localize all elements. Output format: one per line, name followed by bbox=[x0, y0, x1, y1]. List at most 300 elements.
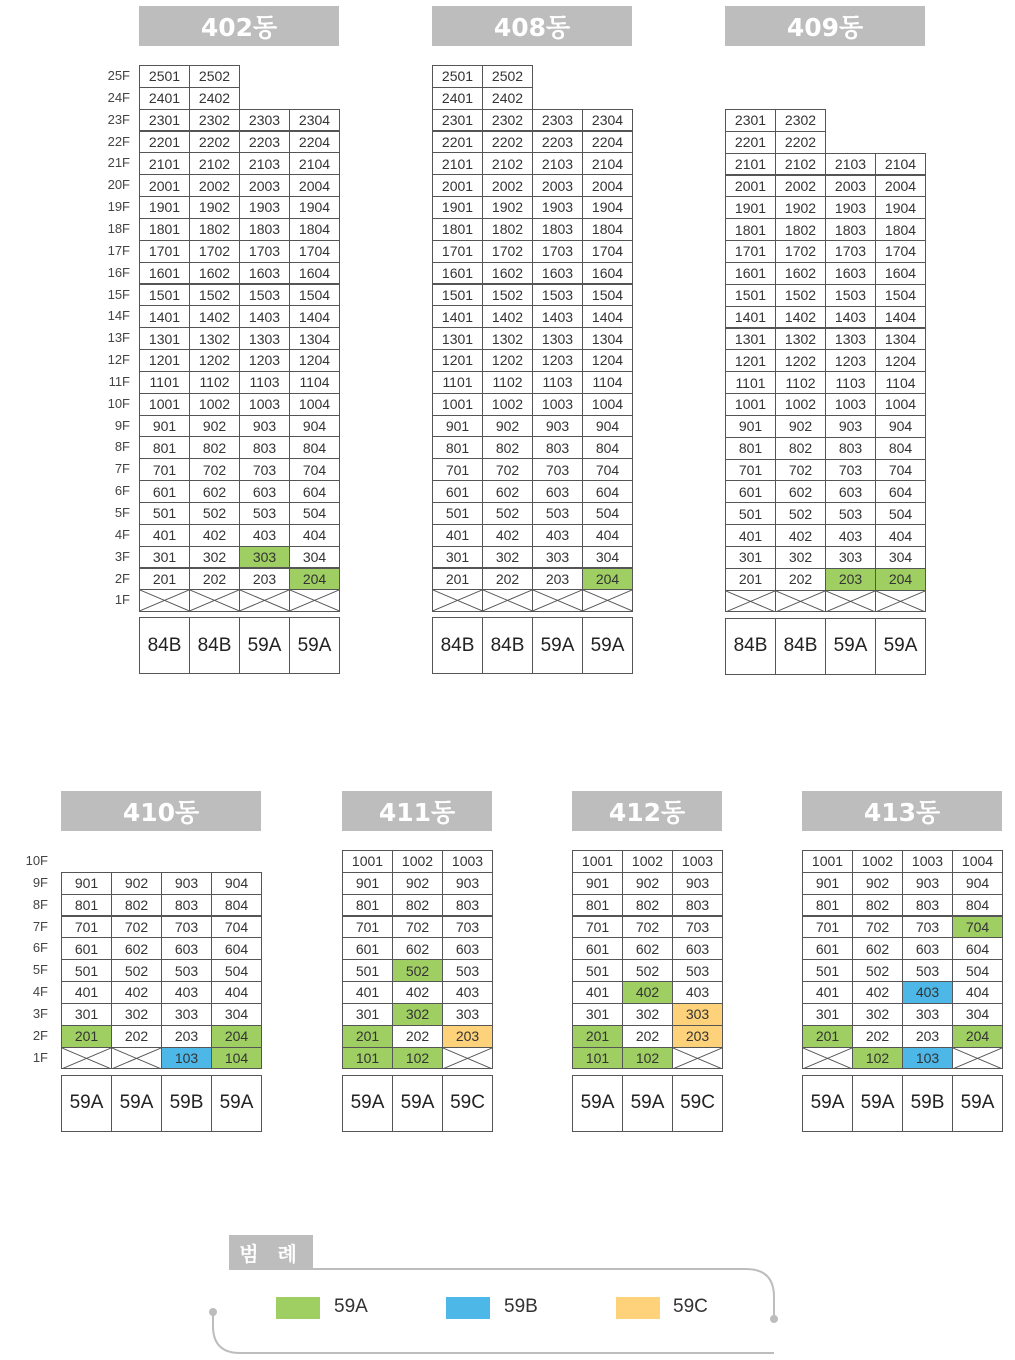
unit-type-cell: 84B bbox=[432, 617, 483, 674]
unit-cell: 703 bbox=[442, 916, 493, 939]
unit-cell: 1803 bbox=[239, 218, 290, 241]
unit-cell: 2201 bbox=[139, 131, 190, 154]
floor-label: 10F bbox=[25, 853, 48, 868]
unit-cell: 204 bbox=[211, 1025, 262, 1048]
unit-cell: 1504 bbox=[582, 284, 633, 307]
unit-cell: 201 bbox=[342, 1025, 393, 1048]
unit-cell: 304 bbox=[582, 546, 633, 569]
unit-cell: 802 bbox=[111, 894, 162, 917]
unit-cell: 2502 bbox=[482, 65, 533, 88]
unit-cell: 903 bbox=[161, 872, 212, 895]
unit-cell: 1004 bbox=[875, 393, 926, 416]
unit-cell: 303 bbox=[532, 546, 583, 569]
unit-cell: 602 bbox=[482, 480, 533, 503]
unit-cell: 704 bbox=[582, 458, 633, 481]
unit-cell: 2004 bbox=[582, 174, 633, 197]
unit-cell: 1901 bbox=[139, 196, 190, 219]
unit-cell: 1204 bbox=[582, 349, 633, 372]
unit-cell: 1001 bbox=[725, 393, 776, 416]
unit-type-cell: 59B bbox=[902, 1075, 953, 1132]
unit-cell: 803 bbox=[902, 894, 953, 917]
unit-cell: 402 bbox=[622, 981, 673, 1004]
floor-label: 1F bbox=[114, 592, 130, 608]
unit-cell: 1002 bbox=[622, 850, 673, 873]
unit-cell: 1602 bbox=[482, 262, 533, 285]
unit-cell: 1701 bbox=[139, 240, 190, 263]
unit-cell: 1803 bbox=[825, 218, 876, 241]
unit-cell: 1303 bbox=[825, 328, 876, 351]
unit-cell: 701 bbox=[802, 916, 853, 939]
unit-cell: 1702 bbox=[189, 240, 240, 263]
unit-cell: 1203 bbox=[532, 349, 583, 372]
unit-cell: 1402 bbox=[775, 306, 826, 329]
unit-cell: 901 bbox=[802, 872, 853, 895]
unit-cell: 1002 bbox=[775, 393, 826, 416]
unit-cell: 303 bbox=[161, 1003, 212, 1026]
floor-label: 8F bbox=[32, 896, 48, 912]
unit-cell: 1702 bbox=[482, 240, 533, 263]
unit-cell: 302 bbox=[189, 546, 240, 569]
unit-cell: 701 bbox=[139, 458, 190, 481]
building-title: 402동 bbox=[139, 6, 339, 46]
unit-cell: 2303 bbox=[239, 109, 290, 132]
building-title: 411동 bbox=[342, 791, 492, 831]
unit-cell: 1804 bbox=[875, 218, 926, 241]
unit-cell: 2303 bbox=[532, 109, 583, 132]
unit-cell: 902 bbox=[852, 872, 903, 895]
floor-label: 6F bbox=[32, 940, 48, 956]
unit-cell: 1202 bbox=[775, 349, 826, 372]
unit-cell: 1102 bbox=[482, 371, 533, 394]
unit-cell: 903 bbox=[442, 872, 493, 895]
unit-cell: 703 bbox=[239, 458, 290, 481]
unit-type-cell: 84B bbox=[139, 617, 190, 674]
unit-cell: 2102 bbox=[189, 152, 240, 175]
unit-cell: 802 bbox=[392, 894, 443, 917]
legend-label-59a: 59A bbox=[334, 1296, 368, 1317]
unit-cell: 803 bbox=[672, 894, 723, 917]
unit-cell: 802 bbox=[189, 436, 240, 459]
unit-cell: 804 bbox=[952, 894, 1003, 917]
unit-type-cell: 59A bbox=[111, 1075, 162, 1132]
unit-cell: 902 bbox=[622, 872, 673, 895]
unit-cell: 701 bbox=[342, 916, 393, 939]
unit-cell: 404 bbox=[875, 524, 926, 547]
unit-cell: 1703 bbox=[825, 240, 876, 263]
unit-cell: 301 bbox=[432, 546, 483, 569]
unit-cell: 2302 bbox=[775, 109, 826, 132]
unit-cell: 1801 bbox=[725, 218, 776, 241]
unit-cell: 604 bbox=[952, 937, 1003, 960]
unit-cell: 802 bbox=[852, 894, 903, 917]
unit-cell: 1802 bbox=[482, 218, 533, 241]
legend-swatch-59c bbox=[616, 1297, 660, 1319]
unit-cell: 304 bbox=[289, 546, 340, 569]
unit-cell: 301 bbox=[61, 1003, 112, 1026]
unit-cell: 1704 bbox=[582, 240, 633, 263]
unit-cell: 1501 bbox=[432, 284, 483, 307]
unit-cell: 601 bbox=[139, 480, 190, 503]
unit-cell: 1004 bbox=[289, 393, 340, 416]
building-title: 412동 bbox=[572, 791, 722, 831]
floor-label: 8F bbox=[114, 439, 130, 455]
unit-cell: 1204 bbox=[875, 349, 926, 372]
unit-cell: 403 bbox=[442, 981, 493, 1004]
floor-label: 6F bbox=[114, 483, 130, 499]
unit-cell: 302 bbox=[775, 546, 826, 569]
unit-cell: 1104 bbox=[582, 371, 633, 394]
unit-cell: 1601 bbox=[725, 262, 776, 285]
floor-label: 7F bbox=[32, 918, 48, 934]
unit-cell: 302 bbox=[622, 1003, 673, 1026]
unit-cell: 204 bbox=[875, 568, 926, 591]
unit-cell: 604 bbox=[289, 480, 340, 503]
floor-label: 23F bbox=[107, 111, 130, 127]
unit-cell: 1101 bbox=[139, 371, 190, 394]
unit-cell: 2501 bbox=[432, 65, 483, 88]
unit-cell: 1103 bbox=[239, 371, 290, 394]
unit-cell: 2001 bbox=[139, 174, 190, 197]
unit-cell: 901 bbox=[139, 415, 190, 438]
unit-cell: 2004 bbox=[875, 175, 926, 198]
unit-cell: 202 bbox=[482, 568, 533, 591]
unit-cell: 302 bbox=[111, 1003, 162, 1026]
unit-cell: 1003 bbox=[532, 393, 583, 416]
unit-cell: 1902 bbox=[482, 196, 533, 219]
unit-cell: 2102 bbox=[482, 152, 533, 175]
unit-type-cell: 59C bbox=[672, 1075, 723, 1132]
unit-type-cell: 59A bbox=[622, 1075, 673, 1132]
unit-cell: 2502 bbox=[189, 65, 240, 88]
unit-cell: 1502 bbox=[482, 284, 533, 307]
unit-cell: 401 bbox=[432, 524, 483, 547]
unit-cell: 503 bbox=[672, 959, 723, 982]
unit-cell: 803 bbox=[532, 436, 583, 459]
unit-cell: 901 bbox=[432, 415, 483, 438]
unit-cell: 1604 bbox=[289, 262, 340, 285]
unit-type-cell: 84B bbox=[482, 617, 533, 674]
unit-cell: 1104 bbox=[875, 371, 926, 394]
unit-cell: 2002 bbox=[775, 175, 826, 198]
unit-type-cell: 59A bbox=[239, 617, 290, 674]
unit-cell: 401 bbox=[572, 981, 623, 1004]
unit-cell: 703 bbox=[672, 916, 723, 939]
unit-cell: 601 bbox=[432, 480, 483, 503]
unit-cell: 202 bbox=[852, 1025, 903, 1048]
unit-cell: 703 bbox=[902, 916, 953, 939]
unit-cell: 1201 bbox=[139, 349, 190, 372]
unit-cell: 602 bbox=[622, 937, 673, 960]
unit-cell: 604 bbox=[211, 937, 262, 960]
unit-cell: 1301 bbox=[725, 328, 776, 351]
unit-cell: 303 bbox=[902, 1003, 953, 1026]
unit-cell: 2304 bbox=[289, 109, 340, 132]
unit-cell: 2201 bbox=[725, 131, 776, 154]
unit-cell: 2402 bbox=[482, 87, 533, 110]
unit-cell: 801 bbox=[572, 894, 623, 917]
floor-label: 3F bbox=[114, 548, 130, 564]
floor-label: 5F bbox=[32, 962, 48, 978]
unit-cell: 1804 bbox=[289, 218, 340, 241]
unit-cell: 1104 bbox=[289, 371, 340, 394]
unit-cell: 901 bbox=[342, 872, 393, 895]
unit-cell: 1002 bbox=[189, 393, 240, 416]
unit-cell: 603 bbox=[532, 480, 583, 503]
unit-cell: 203 bbox=[672, 1025, 723, 1048]
unit-cell: 2001 bbox=[432, 174, 483, 197]
unit-cell: 604 bbox=[582, 480, 633, 503]
unit-cell: 102 bbox=[622, 1047, 673, 1070]
unit-cell: 701 bbox=[432, 458, 483, 481]
floor-label: 11F bbox=[108, 373, 130, 389]
floor-label: 7F bbox=[114, 461, 130, 477]
unit-cell: 1502 bbox=[189, 284, 240, 307]
unit-cell: 704 bbox=[289, 458, 340, 481]
unit-cell: 901 bbox=[572, 872, 623, 895]
unit-cell: 903 bbox=[902, 872, 953, 895]
unit-cell: 504 bbox=[875, 502, 926, 525]
unit-cell: 1002 bbox=[392, 850, 443, 873]
floor-label: 20F bbox=[107, 177, 130, 193]
unit-type-cell: 59A bbox=[582, 617, 633, 674]
unit-cell: 501 bbox=[572, 959, 623, 982]
unit-type-cell: 59A bbox=[825, 618, 876, 675]
unit-cell: 1402 bbox=[482, 305, 533, 328]
unit-cell: 501 bbox=[725, 502, 776, 525]
unit-cell: 704 bbox=[952, 916, 1003, 939]
unit-cell: 902 bbox=[775, 415, 826, 438]
unit-cell: 504 bbox=[211, 959, 262, 982]
unit-cell: 704 bbox=[211, 916, 262, 939]
unit-cell: 1702 bbox=[775, 240, 826, 263]
floor-label: 1F bbox=[32, 1049, 48, 1065]
unit-cell: 2202 bbox=[189, 131, 240, 154]
unit-cell: 403 bbox=[825, 524, 876, 547]
unit-cell: 403 bbox=[532, 524, 583, 547]
unit-cell: 701 bbox=[725, 459, 776, 482]
unit-cell: 703 bbox=[825, 459, 876, 482]
unit-cell: 1303 bbox=[532, 327, 583, 350]
unit-cell: 2202 bbox=[482, 131, 533, 154]
unit-cell: 202 bbox=[775, 568, 826, 591]
unit-cell: 503 bbox=[825, 502, 876, 525]
unit-cell: 401 bbox=[139, 524, 190, 547]
unit-cell: 904 bbox=[875, 415, 926, 438]
unit-cell: 1302 bbox=[482, 327, 533, 350]
unit-cell: 803 bbox=[825, 437, 876, 460]
unit-cell: 2301 bbox=[139, 109, 190, 132]
unit-cell: 1903 bbox=[825, 196, 876, 219]
unit-cell: 904 bbox=[289, 415, 340, 438]
unit-cell: 603 bbox=[825, 480, 876, 503]
unit-cell: 203 bbox=[442, 1025, 493, 1048]
unit-cell: 702 bbox=[852, 916, 903, 939]
legend-swatch-59b bbox=[446, 1297, 490, 1319]
unit-cell: 601 bbox=[342, 937, 393, 960]
unit-type-cell: 59A bbox=[572, 1075, 623, 1132]
unit-cell: 303 bbox=[442, 1003, 493, 1026]
unit-type-cell: 59A bbox=[392, 1075, 443, 1132]
floor-label: 16F bbox=[107, 264, 130, 280]
unit-cell: 1401 bbox=[432, 305, 483, 328]
unit-cell: 103 bbox=[902, 1047, 953, 1070]
unit-cell: 1004 bbox=[582, 393, 633, 416]
unit-cell: 1504 bbox=[289, 284, 340, 307]
unit-cell: 1503 bbox=[239, 284, 290, 307]
unit-cell: 1102 bbox=[189, 371, 240, 394]
unit-cell: 1703 bbox=[532, 240, 583, 263]
unit-cell: 402 bbox=[392, 981, 443, 1004]
unit-cell: 603 bbox=[902, 937, 953, 960]
unit-cell: 401 bbox=[802, 981, 853, 1004]
unit-cell: 2301 bbox=[432, 109, 483, 132]
unit-cell: 1003 bbox=[902, 850, 953, 873]
unit-cell: 2101 bbox=[139, 152, 190, 175]
unit-cell: 601 bbox=[572, 937, 623, 960]
unit-cell: 1601 bbox=[139, 262, 190, 285]
unit-cell: 1504 bbox=[875, 284, 926, 307]
unit-cell: 2204 bbox=[289, 131, 340, 154]
unit-cell: 701 bbox=[61, 916, 112, 939]
unit-cell: 503 bbox=[902, 959, 953, 982]
unit-cell: 402 bbox=[189, 524, 240, 547]
unit-cell: 2401 bbox=[432, 87, 483, 110]
unit-cell: 603 bbox=[239, 480, 290, 503]
unit-cell: 1103 bbox=[532, 371, 583, 394]
unit-cell: 2002 bbox=[189, 174, 240, 197]
unit-cell: 603 bbox=[161, 937, 212, 960]
unit-cell: 802 bbox=[622, 894, 673, 917]
unit-cell: 1704 bbox=[875, 240, 926, 263]
unit-cell: 1203 bbox=[239, 349, 290, 372]
unit-cell: 903 bbox=[672, 872, 723, 895]
unit-cell: 404 bbox=[211, 981, 262, 1004]
unit-cell: 202 bbox=[111, 1025, 162, 1048]
floor-label: 13F bbox=[107, 330, 130, 346]
unit-cell: 1001 bbox=[139, 393, 190, 416]
unit-cell: 204 bbox=[289, 568, 340, 591]
unit-cell: 1304 bbox=[875, 328, 926, 351]
unit-cell: 301 bbox=[572, 1003, 623, 1026]
floor-label: 17F bbox=[107, 242, 130, 258]
unit-type-cell: 59A bbox=[532, 617, 583, 674]
unit-cell: 1404 bbox=[582, 305, 633, 328]
unit-cell: 701 bbox=[572, 916, 623, 939]
unit-cell: 1801 bbox=[432, 218, 483, 241]
unit-cell: 601 bbox=[725, 480, 776, 503]
unit-cell: 702 bbox=[392, 916, 443, 939]
unit-cell: 402 bbox=[482, 524, 533, 547]
floor-label: 10F bbox=[107, 395, 130, 411]
unit-type-cell: 59A bbox=[952, 1075, 1003, 1132]
unit-cell: 504 bbox=[289, 502, 340, 525]
unit-cell: 2103 bbox=[532, 152, 583, 175]
unit-cell: 2401 bbox=[139, 87, 190, 110]
unit-cell: 1701 bbox=[432, 240, 483, 263]
unit-cell: 1001 bbox=[432, 393, 483, 416]
unit-type-cell: 59A bbox=[802, 1075, 853, 1132]
unit-cell: 402 bbox=[775, 524, 826, 547]
unit-cell: 801 bbox=[725, 437, 776, 460]
unit-cell: 1903 bbox=[239, 196, 290, 219]
unit-cell: 1602 bbox=[775, 262, 826, 285]
unit-cell: 1403 bbox=[532, 305, 583, 328]
unit-cell: 1302 bbox=[189, 327, 240, 350]
unit-cell: 904 bbox=[582, 415, 633, 438]
unit-cell: 1501 bbox=[725, 284, 776, 307]
unit-cell: 203 bbox=[825, 568, 876, 591]
unit-cell: 103 bbox=[161, 1047, 212, 1070]
unit-cell: 702 bbox=[775, 459, 826, 482]
unit-cell: 102 bbox=[392, 1047, 443, 1070]
unit-cell: 202 bbox=[392, 1025, 443, 1048]
unit-cell: 2402 bbox=[189, 87, 240, 110]
unit-cell: 2501 bbox=[139, 65, 190, 88]
unit-cell: 1201 bbox=[432, 349, 483, 372]
unit-cell: 1803 bbox=[532, 218, 583, 241]
unit-cell: 1603 bbox=[532, 262, 583, 285]
unit-cell: 1302 bbox=[775, 328, 826, 351]
unit-type-cell: 84B bbox=[775, 618, 826, 675]
unit-cell: 1203 bbox=[825, 349, 876, 372]
unit-cell: 302 bbox=[392, 1003, 443, 1026]
unit-cell: 2001 bbox=[725, 175, 776, 198]
unit-cell: 201 bbox=[572, 1025, 623, 1048]
unit-cell: 501 bbox=[61, 959, 112, 982]
unit-cell: 904 bbox=[952, 872, 1003, 895]
unit-cell: 504 bbox=[582, 502, 633, 525]
unit-cell: 403 bbox=[672, 981, 723, 1004]
unit-cell: 104 bbox=[211, 1047, 262, 1070]
unit-cell: 401 bbox=[725, 524, 776, 547]
unit-cell: 1303 bbox=[239, 327, 290, 350]
unit-cell: 2104 bbox=[582, 152, 633, 175]
unit-cell: 301 bbox=[725, 546, 776, 569]
building-title: 408동 bbox=[432, 6, 632, 46]
unit-cell: 1903 bbox=[532, 196, 583, 219]
unit-cell: 2104 bbox=[289, 152, 340, 175]
unit-type-cell: 59A bbox=[852, 1075, 903, 1132]
unit-cell: 604 bbox=[875, 480, 926, 503]
unit-cell: 1003 bbox=[442, 850, 493, 873]
unit-cell: 1101 bbox=[725, 371, 776, 394]
unit-cell: 1003 bbox=[825, 393, 876, 416]
unit-cell: 2204 bbox=[582, 131, 633, 154]
unit-cell: 1404 bbox=[289, 305, 340, 328]
unit-cell: 203 bbox=[239, 568, 290, 591]
unit-cell: 2003 bbox=[532, 174, 583, 197]
unit-cell: 1601 bbox=[432, 262, 483, 285]
unit-cell: 503 bbox=[161, 959, 212, 982]
unit-cell: 1202 bbox=[482, 349, 533, 372]
floor-label: 2F bbox=[32, 1027, 48, 1043]
unit-cell: 504 bbox=[952, 959, 1003, 982]
unit-cell: 503 bbox=[442, 959, 493, 982]
unit-cell: 804 bbox=[211, 894, 262, 917]
unit-cell: 502 bbox=[775, 502, 826, 525]
unit-cell: 702 bbox=[111, 916, 162, 939]
unit-cell: 903 bbox=[239, 415, 290, 438]
unit-cell: 601 bbox=[61, 937, 112, 960]
unit-cell: 1501 bbox=[139, 284, 190, 307]
unit-cell: 201 bbox=[139, 568, 190, 591]
unit-cell: 502 bbox=[622, 959, 673, 982]
unit-cell: 603 bbox=[442, 937, 493, 960]
unit-cell: 2302 bbox=[189, 109, 240, 132]
unit-cell: 404 bbox=[289, 524, 340, 547]
unit-cell: 703 bbox=[532, 458, 583, 481]
unit-cell: 102 bbox=[852, 1047, 903, 1070]
